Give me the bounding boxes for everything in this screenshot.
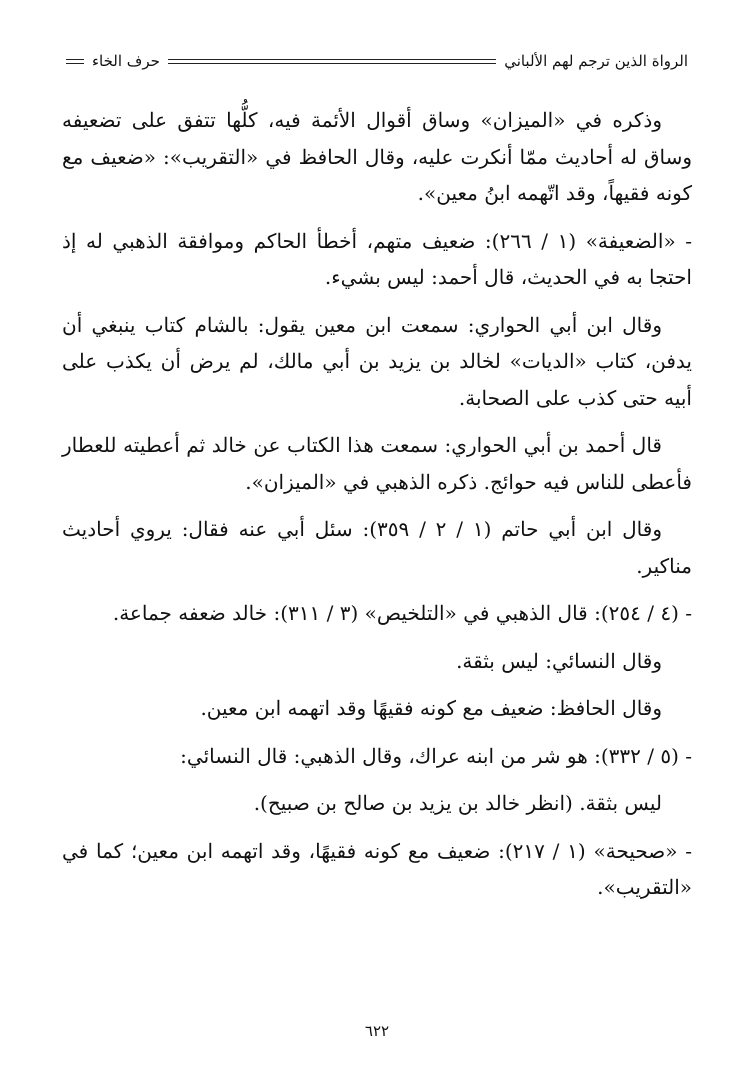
running-header	[62, 46, 692, 76]
paragraph: وقال ابن أبي الحواري: سمعت ابن معين يقول: بالشام كتاب ينبغي أن يدفن، كتاب «الديات» لخالد بن يزيد بن أبي مالك، لم يرض أن يكذب على أبيه حتى كذب على الصحابة.	[62, 312, 692, 410]
book-page	[62, 40, 692, 1070]
paragraph: وقال النسائي: ليس بثقة.	[456, 648, 662, 673]
paragraph: وقال ابن أبي حاتم (١ / ٢ / ٣٥٩): سئل أبي عنه فقال: يروي أحاديث مناكير.	[62, 517, 692, 578]
header-book-title: الرواة الذين ترجم لهم الألباني	[504, 52, 688, 70]
header-chapter-title: حرف الخاء	[92, 52, 160, 70]
paragraph: - «الضعيفة» (١ / ٢٦٦): ضعيف متهم، أخطأ الحاكم وموافقة الذهبي له إذ احتجا به في الحديث، قال أحمد: ليس بشيء.	[62, 228, 693, 289]
paragraph: وذكره في «الميزان» وساق أقوال الأئمة فيه، كلُّها تتفق على تضعيفه وساق له أحاديث ممّا أنكرت عليه، وقال الحافظ في «التقريب»: «ضعيف مع كونه فقيهاً، وقد اتّهمه ابنُ معين».	[62, 108, 692, 205]
paragraph: - «صحيحة» (١ / ٢١٧): ضعيف مع كونه فقيهًا، وقد اتهمه ابن معين؛ كما في «التقريب».	[62, 838, 693, 899]
paragraph: - (٥ / ٣٣٢): هو شر من ابنه عراك، وقال الذهبي: قال النسائي:	[180, 743, 692, 768]
page-body	[62, 102, 692, 917]
header-rule-short	[66, 59, 84, 64]
page-number: ٦٢٢	[364, 1022, 390, 1040]
paragraph: قال أحمد بن أبي الحواري: سمعت هذا الكتاب عن خالد ثم أعطيته للعطار فأعطى للناس فيه حوائج. ذكره الذهبي في «الميزان».	[62, 433, 692, 494]
paragraph: ليس بثقة. (انظر خالد بن يزيد بن صالح بن صبيح).	[253, 791, 662, 815]
header-rule	[168, 59, 496, 64]
paragraph: - (٤ / ٢٥٤): قال الذهبي في «التلخيص» (٣ / ٣١١): خالد ضعفه جماعة.	[112, 601, 692, 625]
paragraph: وقال الحافظ: ضعيف مع كونه فقيهًا وقد اتهمه ابن معين.	[200, 696, 662, 720]
